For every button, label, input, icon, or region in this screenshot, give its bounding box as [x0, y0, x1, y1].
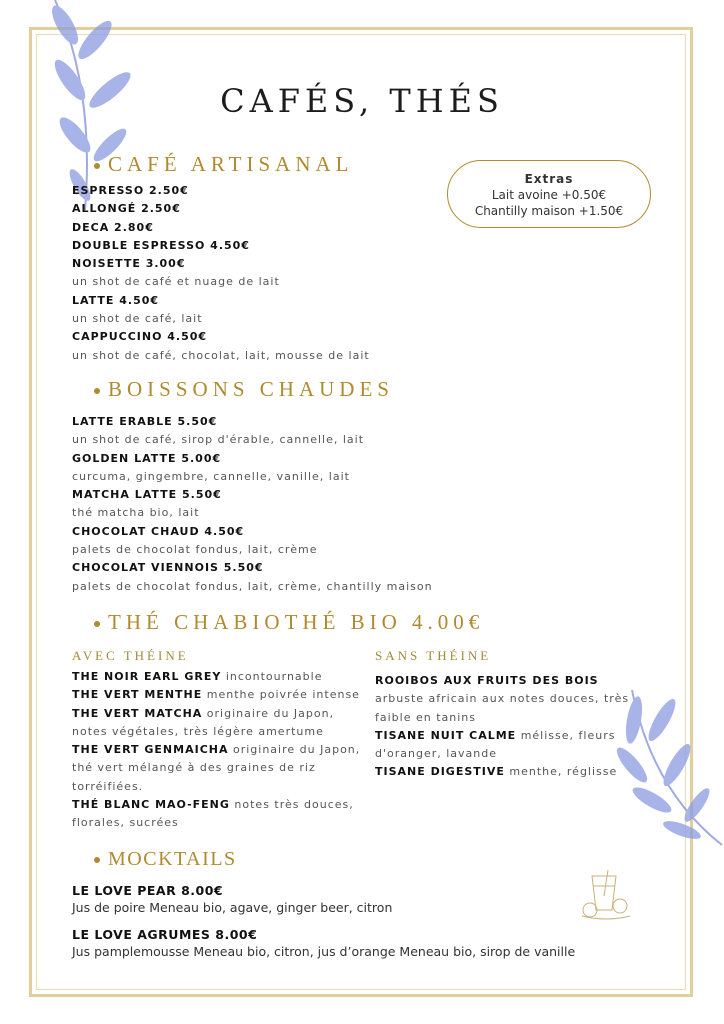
tea-item	[375, 727, 650, 764]
avec-theine-list	[72, 668, 362, 833]
menu-item-desc: palets de chocolat fondus, lait, crème	[72, 543, 318, 557]
mocktail-desc: Jus pamplemousse Meneau bio, citron, jus d’orange Meneau bio, sirop de vanille	[72, 944, 576, 959]
section-heading: THÉ CHABIOTHÉ BIO 4.00€	[108, 610, 485, 634]
menu-item-desc: un shot de café et nuage de lait	[72, 275, 280, 289]
menu-item-desc: un shot de café, lait	[72, 312, 203, 326]
tea-desc: originaire du Japon, notes végétales, très légère amertume	[72, 706, 335, 738]
tea-item	[72, 741, 362, 796]
section-heading: MOCKTAILS	[108, 848, 237, 870]
tea-item	[375, 763, 650, 781]
tea-desc: originaire du Japon, thé vert mélangé à des graines de riz torréifiées.	[72, 743, 361, 793]
menu-item-name: CHOCOLAT VIENNOIS 5.50€	[72, 561, 264, 575]
tea-name: TISANE NUIT CALME	[375, 728, 517, 742]
menu-item-name: CHOCOLAT CHAUD 4.50€	[72, 524, 245, 538]
tea-item	[72, 668, 362, 686]
tea-desc: notes très douces, florales, sucrées	[72, 798, 354, 830]
tea-item	[72, 686, 362, 704]
boissons-chaudes-list	[72, 413, 433, 596]
tea-name: THE VERT MENTHE	[72, 688, 203, 702]
menu-item-desc: un shot de café, sirop d'érable, cannelle, lait	[72, 433, 365, 447]
mocktail-item	[72, 926, 575, 960]
tea-desc: menthe, réglisse	[509, 765, 618, 779]
tea-name: ROOIBOS AUX FRUITS DES BOIS	[375, 674, 599, 687]
tea-desc: menthe poivrée intense	[206, 688, 360, 702]
bullet-icon	[94, 857, 100, 863]
menu-item-name: DECA 2.80€	[72, 220, 154, 234]
tea-name: THÉ BLANC MAO-FENG	[72, 798, 230, 812]
section-mocktails	[94, 848, 237, 871]
tea-desc: arbuste africain aux notes douces, très faible en tanins	[375, 692, 630, 724]
menu-item-name: DOUBLE ESPRESSO 4.50€	[72, 238, 250, 252]
section-cafe-artisanal	[94, 152, 354, 177]
sans-theine-list	[375, 672, 650, 782]
tea-desc: incontournable	[225, 670, 323, 683]
extras-box	[447, 160, 651, 228]
extras-heading: Extras	[524, 172, 574, 186]
bullet-icon	[94, 388, 100, 394]
mocktail-name: LE LOVE AGRUMES 8.00€	[72, 927, 258, 942]
mocktail-name: LE LOVE PEAR 8.00€	[72, 883, 224, 898]
tea-item	[375, 672, 650, 727]
tea-name: THE NOIR EARL GREY	[72, 670, 222, 683]
sans-theine-heading: SANS THÉINE	[375, 648, 492, 663]
section-the	[94, 610, 484, 635]
mocktail-desc: Jus de poire Meneau bio, agave, ginger beer, citron	[72, 900, 393, 915]
menu-item-desc: palets de chocolat fondus, lait, crème, chantilly maison	[72, 579, 433, 593]
menu-item-name: GOLDEN LATTE 5.00€	[72, 451, 222, 465]
menu-item-name: NOISETTE 3.00€	[72, 257, 186, 271]
menu-item-name: MATCHA LATTE 5.50€	[72, 488, 222, 502]
section-heading: BOISSONS CHAUDES	[108, 377, 394, 401]
tea-name: THE VERT MATCHA	[72, 706, 203, 720]
tea-item	[72, 705, 362, 742]
extras-item: Lait avoine +0.50€	[491, 188, 607, 202]
tea-item	[72, 796, 362, 833]
menu-item-name: CAPPUCCINO 4.50€	[72, 330, 208, 344]
menu-item-name: LATTE 4.50€	[72, 293, 160, 307]
bullet-icon	[94, 163, 100, 169]
menu-item-desc: thé matcha bio, lait	[72, 506, 200, 520]
cafe-artisanal-list	[72, 182, 370, 365]
menu-item-desc: un shot de café, chocolat, lait, mousse de lait	[72, 348, 370, 362]
bullet-icon	[94, 621, 100, 627]
menu-item-name: ESPRESSO 2.50€	[72, 184, 189, 197]
tea-name: THE VERT GENMAICHA	[72, 743, 229, 757]
section-heading: CAFÉ ARTISANAL	[108, 152, 354, 176]
menu-item-name: LATTE ERABLE 5.50€	[72, 415, 218, 428]
tea-desc: mélisse, fleurs d'oranger, lavande	[375, 728, 616, 761]
menu-item-name: ALLONGÉ 2.50€	[72, 202, 181, 216]
avec-theine-heading: AVEC THÉINE	[72, 648, 189, 663]
mocktail-item	[72, 882, 392, 916]
menu-item-desc: curcuma, gingembre, cannelle, vanille, lait	[72, 469, 350, 483]
tea-name: TISANE DIGESTIVE	[375, 765, 505, 779]
extras-item: Chantilly maison +1.50€	[474, 204, 624, 218]
cocktail-glass-icon	[578, 866, 634, 922]
section-boissons-chaudes	[94, 377, 394, 402]
page-title: CAFÉS, THÉS	[220, 82, 504, 120]
